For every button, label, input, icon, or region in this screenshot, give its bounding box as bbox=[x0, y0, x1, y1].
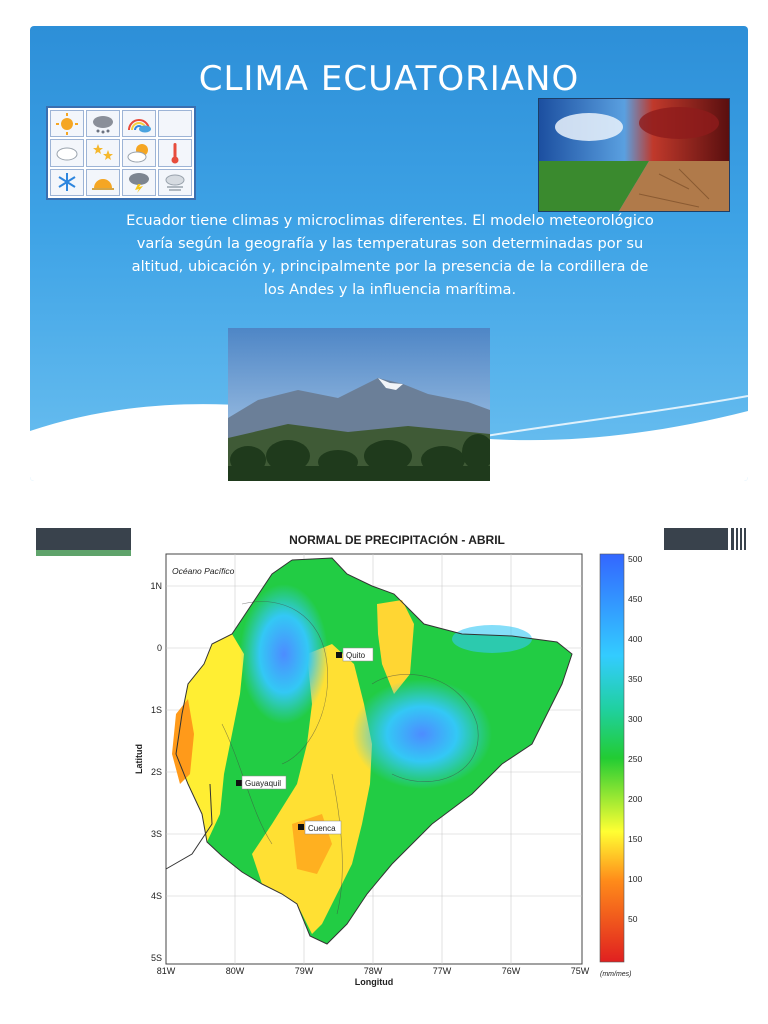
svg-text:200: 200 bbox=[628, 794, 643, 804]
colorbar-ticks bbox=[628, 554, 642, 924]
svg-text:1S: 1S bbox=[150, 705, 162, 715]
slide-title: CLIMA ECUATORIANO bbox=[198, 59, 580, 99]
weather-icon-grid bbox=[46, 106, 196, 200]
svg-text:76W: 76W bbox=[501, 966, 521, 976]
svg-text:79W: 79W bbox=[294, 966, 314, 976]
header-band-accent bbox=[36, 550, 131, 556]
cloud-icon bbox=[50, 139, 84, 166]
sun-cloud-icon bbox=[122, 139, 156, 166]
svg-text:77W: 77W bbox=[432, 966, 452, 976]
svg-text:350: 350 bbox=[628, 674, 643, 684]
svg-text:5S: 5S bbox=[150, 953, 162, 963]
svg-text:150: 150 bbox=[628, 834, 643, 844]
map-title: NORMAL DE PRECIPITACIÓN - ABRIL bbox=[289, 533, 505, 547]
svg-text:100: 100 bbox=[628, 874, 643, 884]
colorbar-unit: (mm/mes) bbox=[600, 971, 632, 978]
stars-icon bbox=[86, 139, 120, 166]
svg-text:4S: 4S bbox=[150, 891, 162, 901]
fog-cloud-icon bbox=[158, 169, 192, 196]
ocean-label: Océano Pacífico bbox=[172, 566, 235, 576]
svg-text:Quito: Quito bbox=[346, 651, 366, 660]
x-axis-ticks bbox=[157, 966, 590, 976]
header-band-right bbox=[664, 528, 746, 550]
svg-text:1N: 1N bbox=[150, 581, 162, 591]
svg-text:3S: 3S bbox=[150, 829, 162, 839]
svg-text:0: 0 bbox=[156, 643, 162, 653]
y-axis-label: Latitud bbox=[134, 744, 144, 774]
header-band-left bbox=[36, 528, 131, 550]
climate-contrast-photo bbox=[538, 98, 730, 212]
andes-mountain-photo bbox=[228, 328, 490, 481]
svg-text:300: 300 bbox=[628, 714, 643, 724]
storm-cloud-icon bbox=[122, 169, 156, 196]
thermometer-icon bbox=[158, 139, 192, 166]
svg-text:2S: 2S bbox=[150, 767, 162, 777]
y-axis-ticks bbox=[150, 581, 162, 963]
climate-description: Ecuador tiene climas y microclimas diferentes. El modelo meteorológico varía según la geografía y las temperaturas son determinadas por su altitud, ubicación y, principalmente por la presencia de la cordillera de los Andes y la influencia marítima. bbox=[126, 212, 654, 298]
rainbow-icon bbox=[122, 110, 156, 137]
svg-text:75W: 75W bbox=[570, 966, 590, 976]
svg-text:400: 400 bbox=[628, 634, 643, 644]
svg-text:81W: 81W bbox=[156, 966, 176, 976]
x-axis-label: Longitud bbox=[354, 977, 394, 987]
svg-text:78W: 78W bbox=[363, 966, 383, 976]
hail-cloud-icon bbox=[86, 110, 120, 137]
svg-text:50: 50 bbox=[628, 914, 638, 924]
svg-text:80W: 80W bbox=[225, 966, 245, 976]
snowflake-icon bbox=[50, 169, 84, 196]
sun-icon bbox=[50, 110, 84, 137]
sunrise-icon bbox=[86, 169, 120, 196]
slide-precipitation-map bbox=[36, 524, 748, 994]
city-guayaquil bbox=[236, 776, 286, 789]
precipitation-map bbox=[132, 524, 662, 990]
moon-icon bbox=[158, 110, 192, 137]
svg-text:450: 450 bbox=[628, 594, 643, 604]
svg-text:250: 250 bbox=[628, 754, 643, 764]
svg-text:Cuenca: Cuenca bbox=[308, 824, 336, 833]
svg-text:500: 500 bbox=[628, 554, 643, 564]
svg-text:Guayaquil: Guayaquil bbox=[245, 779, 282, 788]
colorbar bbox=[600, 554, 624, 962]
slide-climate-intro bbox=[30, 26, 748, 481]
